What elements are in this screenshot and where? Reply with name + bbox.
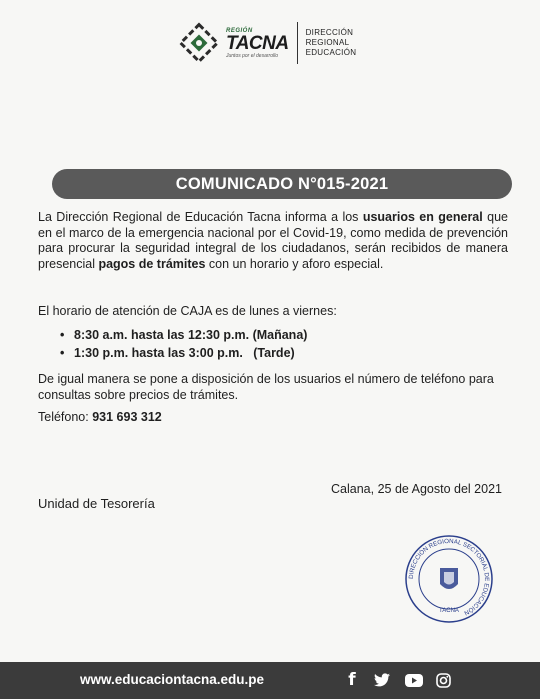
department-name — [306, 28, 357, 58]
logo-region-label: REGIÓN — [226, 27, 253, 34]
department-line: DIRECCIÓN — [305, 28, 354, 37]
schedule-item: • 8:30 a.m. hasta las 12:30 p.m. (Mañana) — [60, 326, 307, 344]
department-line: EDUCACIÓN — [305, 48, 357, 57]
intro-text: que en el marco de la emergencia nacional por el Covid-19, como medida de prevención para procurar la seguridad integral de los ciudadanos, serán recibidos de manera presencial — [38, 210, 508, 271]
seal-outer-text: DIRECCIÓN REGIONAL SECTORIAL DE EDUCACIÓN — [407, 537, 491, 617]
issuing-unit: Unidad de Tesorería — [38, 496, 155, 511]
phone-number: 931 693 312 — [92, 410, 162, 424]
document-date: Calana, 25 de Agosto del 2021 — [331, 482, 502, 496]
phone-info-paragraph: De igual manera se pone a disposición de los usuarios el número de teléfono para consultas sobre precios de trámites. — [38, 372, 494, 402]
region-tacna-emblem-icon — [178, 22, 220, 64]
schedule-item: • 1:30 p.m. hasta las 3:00 p.m. (Tarde) — [60, 344, 307, 362]
phone-label: Teléfono: — [38, 410, 93, 424]
intro-text: La Dirección Regional de Educación Tacna informa a los — [38, 210, 363, 224]
logo-region-name: TACNA — [226, 32, 289, 54]
official-seal-stamp — [404, 532, 494, 626]
communique-title-bar — [52, 169, 512, 199]
phone-line — [38, 410, 508, 426]
schedule-list — [60, 326, 307, 362]
header-logo — [178, 22, 356, 64]
communique-title: COMUNICADO N°015-2021 — [175, 174, 389, 193]
schedule-intro: El horario de atención de CAJA es de lunes a viernes: — [38, 304, 337, 318]
website-link[interactable]: www.educaciontacna.edu.pe — [80, 672, 265, 687]
youtube-icon[interactable] — [404, 670, 424, 690]
department-line: REGIONAL — [305, 38, 350, 47]
twitter-icon[interactable] — [373, 670, 391, 690]
logo-slogan: Juntos por el desarrollo — [226, 52, 278, 59]
instagram-icon[interactable] — [434, 670, 452, 690]
intro-bold-users: usuarios en general — [362, 210, 483, 224]
facebook-icon[interactable]: f — [348, 670, 356, 690]
intro-text: con un horario y aforo especial. — [205, 256, 384, 271]
footer-bar — [0, 662, 540, 699]
logo-divider — [297, 22, 298, 64]
intro-paragraph — [38, 210, 508, 272]
logo-wordmark — [226, 28, 289, 59]
intro-bold-payments: pagos de trámites — [98, 256, 206, 271]
seal-bottom-text: TACNA — [439, 608, 459, 614]
